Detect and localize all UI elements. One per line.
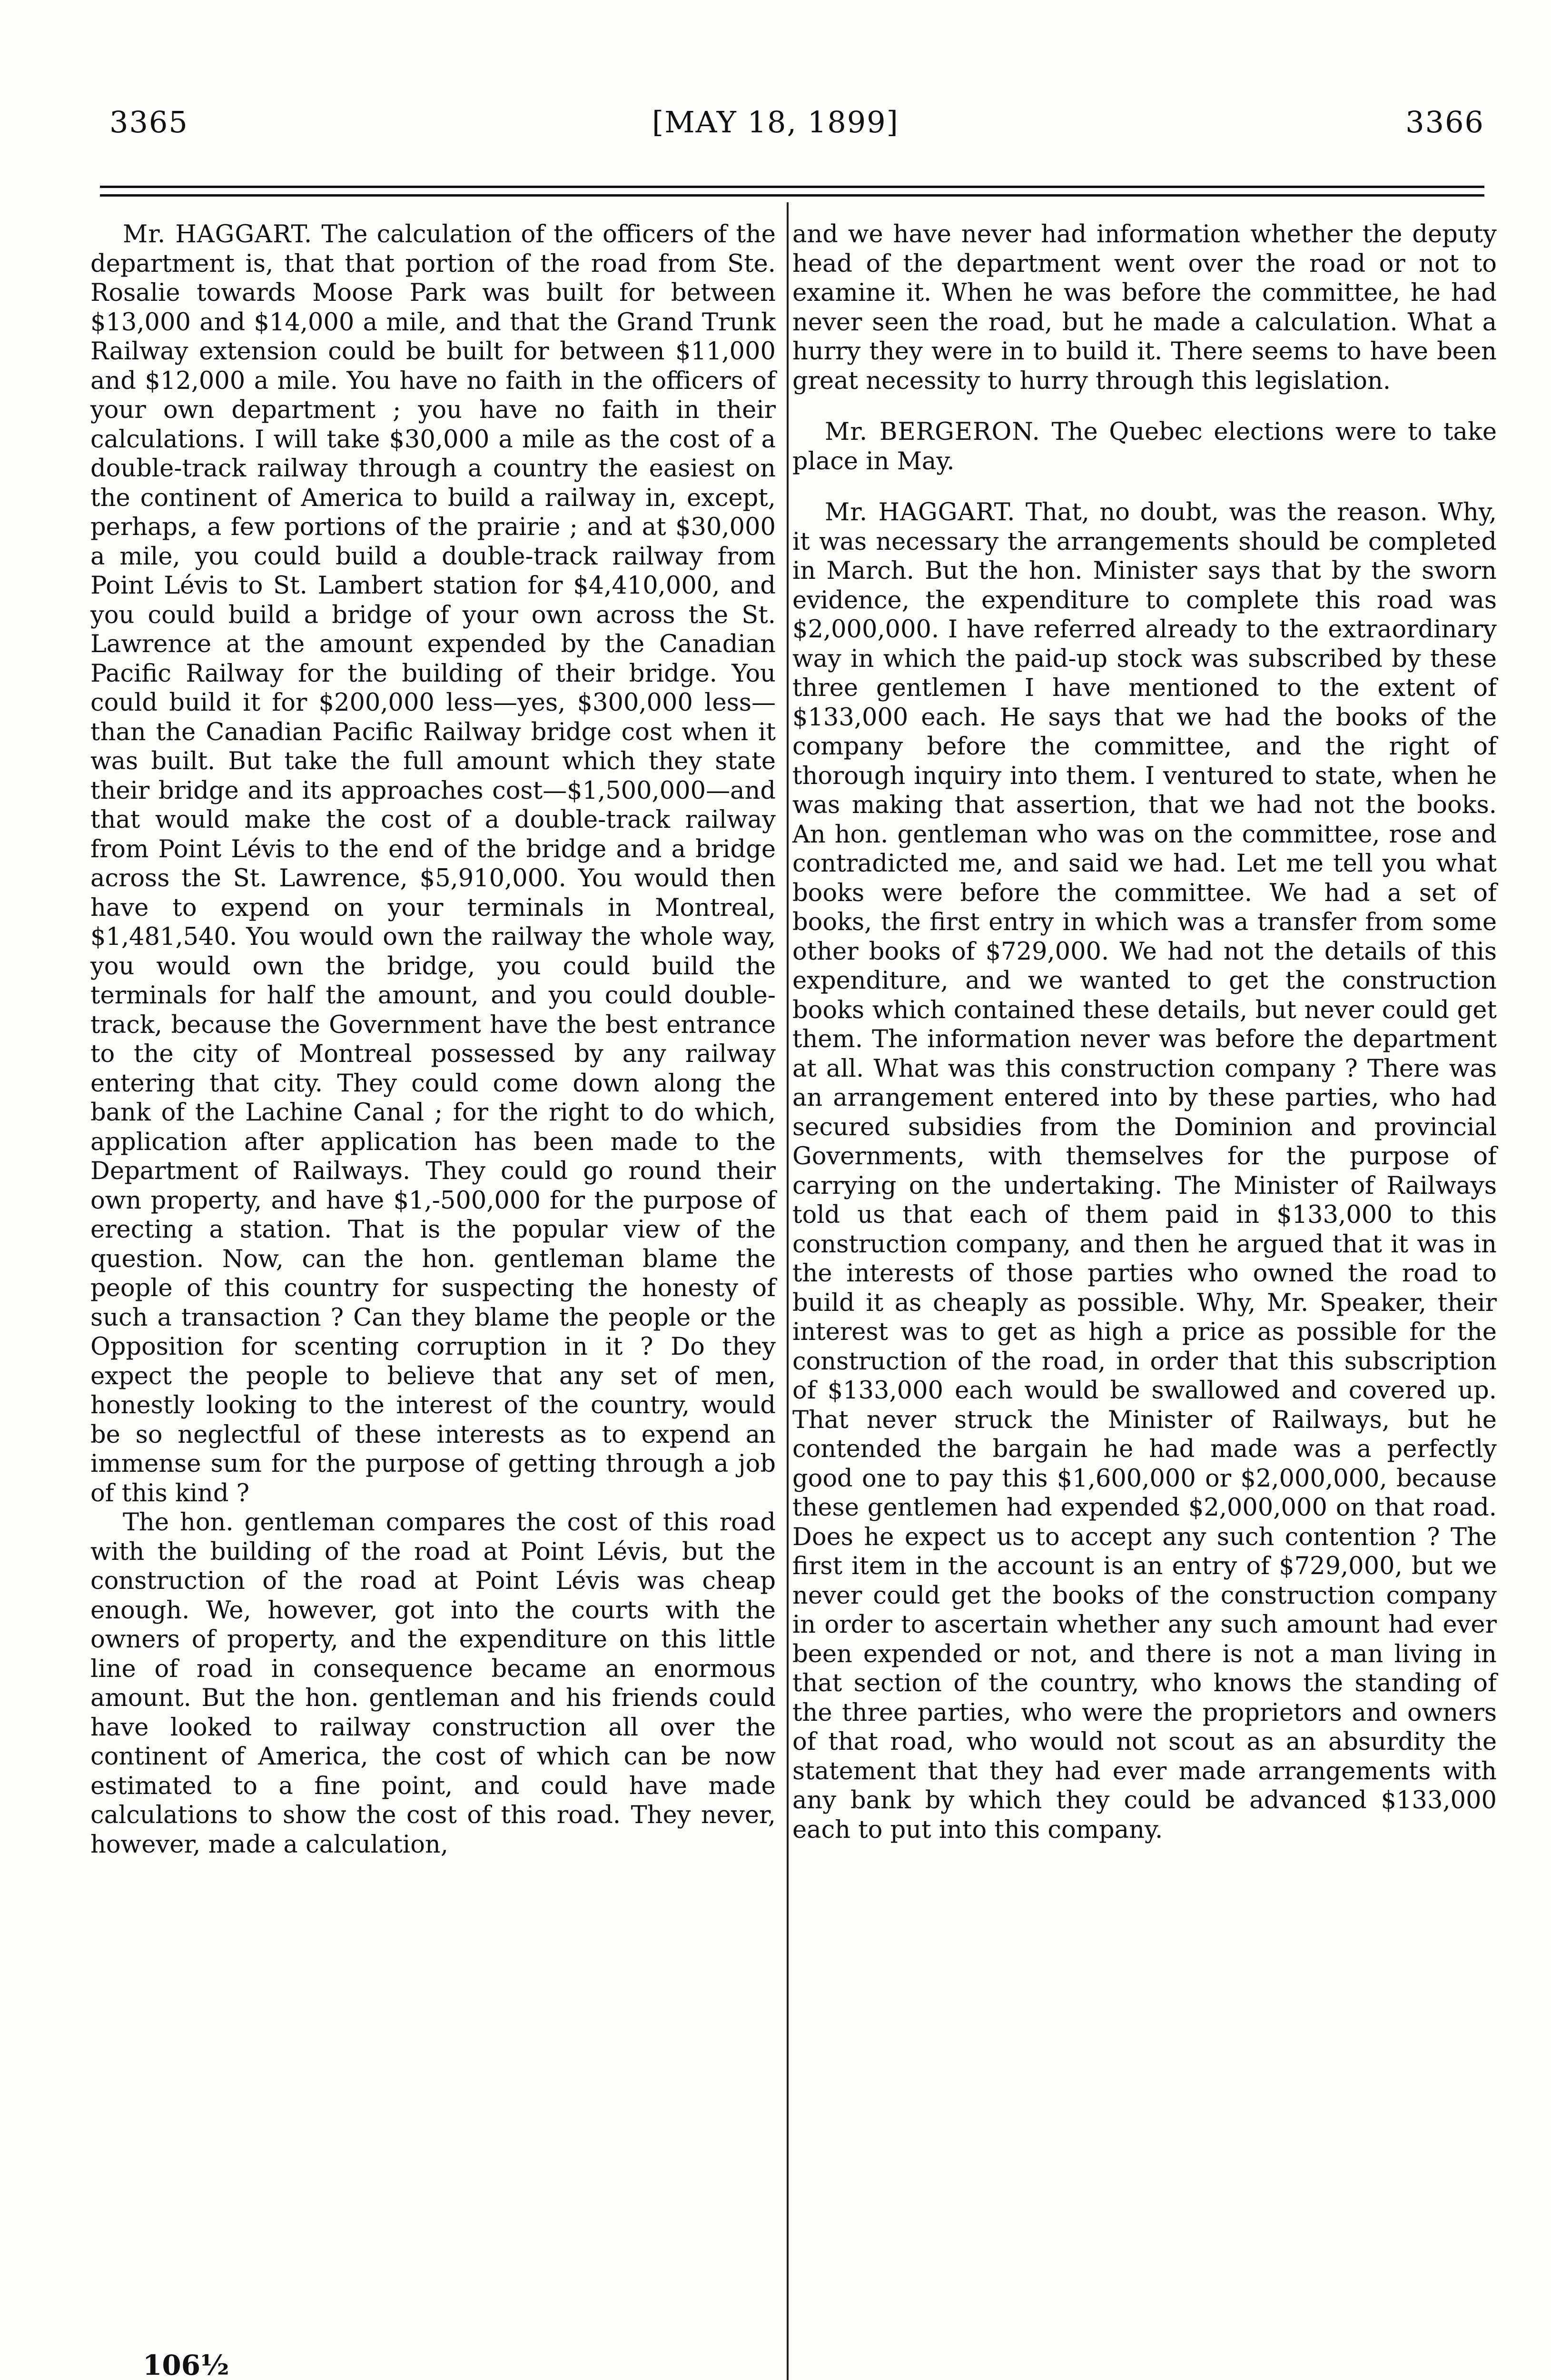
header-rule-top	[100, 186, 1484, 188]
speaker-name: Mr. HAGGART.	[123, 220, 313, 248]
paragraph	[90, 220, 776, 1508]
column-divider	[787, 202, 789, 2380]
paragraph-text: The hon. gentleman compares the cost of this road with the building of the road at Point Lévis, but the construction of the road at Point Lévis was cheap enough. We, however, got into the courts with the owners of property, and the expenditure on this little line of road in consequence became an enormous amount. But the hon. gentleman and his friends could have looked to railway construction all over the continent of America, the cost of which can be now estimated to a fine point, and could have made calculations to show the cost of this road. They never, however, made a calculation,	[90, 1508, 776, 1859]
speaker-name: Mr. HAGGART.	[825, 498, 1016, 526]
left-column	[90, 220, 776, 1859]
header-rule-bottom	[100, 194, 1484, 197]
page-number-right: 3366	[1405, 105, 1484, 139]
paragraph-text: and we have never had information whether the deputy head of the department went over the road or not to examine it. When he was before the committee, he had never seen the road, but he made a calculation. What a hurry they were in to build it. There seems to have been great necessity to hurry through this legislation.	[792, 220, 1497, 395]
right-column	[792, 220, 1497, 1844]
paragraph-text: That, no doubt, was the reason. Why, it was necessary the arrangements should be completed in March. But the hon. Minister says that by the sworn evidence, the expenditure to complete this road was $2,000,000. I have referred already to the extraordinary way in which the paid-up stock was subscribed by these three gentlemen I have mentioned to the extent of $133,000 each. He says that we had the books of the company before the committee, and the right of thorough inquiry into them. I ventured to state, when he was making that assertion, that we had not the books. An hon. gentleman who was on the committee, rose and contradicted me, and said we had. Let me tell you what books were before the committee. We had a set of books, the first entry in which was a transfer from some other books of $729,000. We had not the details of this expenditure, and we wanted to get the construction books which contained these details, but never could get them. The information never was before the department at all. What was this construction company ? There was an arrangement entered into by these parties, who had secured subsidies from the Dominion and provincial Governments, with themselves for the purpose of carrying on the undertaking. The Minister of Railways told us that each of them paid in $133,000 to this construction company, and then he argued that it was in the interests of those parties who owned the road to build it as cheaply as possible. Why, Mr. Speaker, their interest was to get as high a price as possible for the construction of the road, in order that this subscription of $133,000 each would be swallowed and covered up. That never struck the Minister of Railways, but he contended the bargain he had made was a perfectly good one to pay this $1,600,000 or $2,000,000, because these gentlemen had expended $2,000,000 on that road. Does he expect us to accept any such contention ? The first item in the account is an entry of $729,000, but we never could get the books of the construction company in order to ascertain whether any such amount had ever been expended or not, and there is not a man living in that section of the country, who knows the standing of the three parties, who were the proprietors and owners of that road, who would not scout as an absurdity the statement that they had ever made arrangements with any bank by which they could be advanced $133,000 each to put into this company.	[792, 498, 1497, 1844]
paragraph	[90, 1508, 776, 1859]
paragraph-text: The Quebec elections were to take place in May.	[792, 418, 1497, 476]
paragraph	[792, 220, 1497, 396]
speaker-name: Mr. BERGERON.	[825, 418, 1040, 446]
paragraph	[792, 417, 1497, 476]
paragraph	[792, 498, 1497, 1844]
signature-mark: 106½	[143, 2349, 229, 2380]
page-date: [MAY 18, 1899]	[652, 105, 899, 139]
page-number-left: 3365	[109, 105, 188, 139]
paragraph-text: The calculation of the officers of the department is, that that portion of the road from Ste. Rosalie towards Moose Park was built for between $13,000 and $14,000 a mile, and that the Grand Trunk Railway extension could be built for between $11,000 and $12,000 a mile. You have no faith in the officers of your own department ; you have no faith in their calculations. I will take $30,000 a mile as the cost of a double-track railway through a country the easiest on the continent of America to build a railway in, except, perhaps, a few portions of the prairie ; and at $30,000 a mile, you could build a double-track railway from Point Lévis to St. Lambert station for $4,410,000, and you could build a bridge of your own across the St. Lawrence at the amount expended by the Canadian Pacific Railway for the building of their bridge. You could build it for $200,000 less—yes, $300,000 less—than the Canadian Pacific Railway bridge cost when it was built. But take the full amount which they state their bridge and its approaches cost—$1,500,000—and that would make the cost of a double-track railway from Point Lévis to the end of the bridge and a bridge across the St. Lawrence, $5,910,000. You would then have to expend on your terminals in Montreal, $1,481,540. You would own the railway the whole way, you would own the bridge, you could build the terminals for half the amount, and you could double-track, because the Government have the best entrance to the city of Montreal possessed by any railway entering that city. They could come down along the bank of the Lachine Canal ; for the right to do which, application after application has been made to the Department of Railways. They could go round their own property, and have $1,-500,000 for the purpose of erecting a station. That is the popular view of the question. Now, can the hon. gentleman blame the people of this country for suspecting the honesty of such a transaction ? Can they blame the people or the Opposition for scenting corruption in it ? Do they expect the people to believe that any set of men, honestly looking to the interest of the country, would be so neglectful of these interests as to expend an immense sum for the purpose of getting through a job of this kind ?	[90, 220, 776, 1507]
